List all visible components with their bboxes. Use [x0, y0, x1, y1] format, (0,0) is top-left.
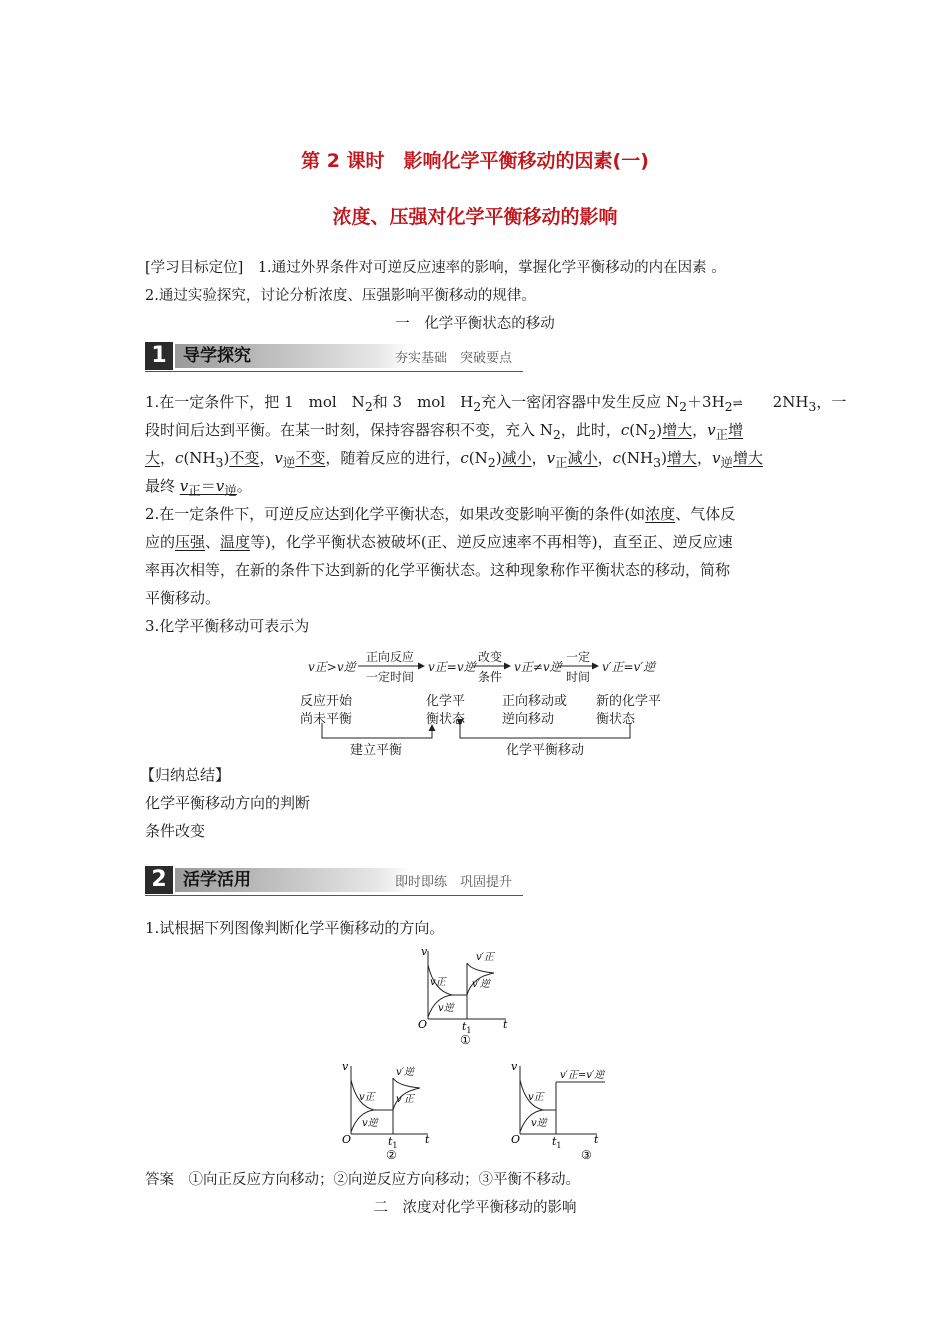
axis-t-label: t — [425, 1133, 430, 1146]
label-v-forward: v正 — [528, 1092, 544, 1103]
origin-label: O — [418, 1018, 428, 1031]
banner-title: 活学活用 — [183, 870, 251, 890]
section-heading-2: 二 浓度对化学平衡移动的影响 — [373, 1200, 577, 1216]
flow-state-3: v正≠v逆 — [514, 660, 562, 674]
page-subtitle: 浓度、压强对化学平衡移动的影响 — [332, 206, 618, 228]
label-v-reverse: v逆 — [362, 1118, 378, 1129]
axis-v-label: v — [342, 1060, 349, 1073]
summary-line-1: 化学平衡移动方向的判断 — [145, 794, 311, 812]
answer-blank: 不变 — [295, 449, 326, 467]
flow-bracket-label-2: 化学平衡移动 — [506, 743, 585, 758]
flow-state-4: v′正=v′逆 — [602, 660, 656, 674]
axis-v-label: v — [421, 945, 428, 958]
banner-number: 2 — [145, 866, 173, 894]
flow-label-1a: 反应开始 — [300, 694, 353, 709]
flow-label-2a: 化学平 — [426, 694, 466, 709]
label-v-prime-reverse: v′逆 — [472, 979, 490, 990]
label-v-prime-forward: v′正 — [476, 952, 494, 963]
origin-label: O — [511, 1133, 521, 1146]
objectives-line-1: [学习目标定位] 1.通过外界条件对可逆反应速率的影响，掌握化学平衡移动的内在因素 。 — [145, 260, 726, 276]
label-v-prime-reverse: v′逆 — [396, 1067, 414, 1078]
banner-subtitle: 夯实基础 突破要点 — [395, 351, 513, 366]
flow-arrow-3-top: 一定 — [566, 650, 591, 664]
flow-arrow-2-bottom: 条件 — [478, 670, 503, 684]
flow-label-4a: 新的化学平 — [596, 694, 662, 709]
answer-blank: 减小 — [567, 449, 598, 467]
answer-blank: 减小 — [501, 449, 532, 467]
t1-label: $t_1$ — [552, 1135, 562, 1150]
t1-label: $t_1$ — [462, 1020, 472, 1035]
p1-line-3: 大，$c(NH_3)$不变，$v_逆$不变，随着反应的进行，$c(N_2)$减小，$v_正$减小，$c(NH_3)$增大，$v_逆$增大 — [145, 449, 763, 470]
flow-bracket-label-1: 建立平衡 — [350, 743, 403, 758]
answer-blank: 不变 — [229, 449, 260, 467]
origin-label: O — [342, 1133, 352, 1146]
answer-blank: 增 — [728, 421, 744, 439]
v-prime-reverse — [393, 1078, 420, 1088]
flow-label-1b: 尚未平衡 — [300, 712, 353, 727]
section-heading-1: 一 化学平衡状态的移动 — [395, 316, 555, 332]
p2-line-2: 应的压强、温度等)，化学平衡状态被破坏(正、逆反应速率不再相等)，直至正、逆反应速 — [145, 533, 733, 551]
label-v-forward: v正 — [359, 1092, 375, 1103]
label-v-forward: v正 — [430, 977, 446, 988]
rate-graph-1 — [410, 943, 520, 1048]
answer-blank: $v_正=v_逆$ — [179, 477, 237, 498]
banner-subtitle: 即时即练 巩固提升 — [395, 875, 513, 890]
graph-3-label: ③ — [581, 1148, 592, 1162]
p1-line-2: 段时间后达到平衡。在某一时刻，保持容器容积不变，充入 $N_2$，此时，$c(N_2)$增大，$v_正$增 — [145, 421, 744, 442]
banner-practice — [145, 866, 523, 896]
answer-blank: 增大 — [666, 449, 697, 467]
banner-guided-study — [145, 342, 523, 372]
flow-label-2b: 衡状态 — [426, 712, 466, 727]
label-v-prime-forward: v′正 — [396, 1094, 414, 1105]
axis-t-label: t — [503, 1018, 508, 1031]
rate-graph-2 — [336, 1058, 446, 1163]
flow-label-3a: 正向移动或 — [502, 694, 568, 709]
objectives-line-2: 2.通过实验探究，讨论分析浓度、压强影响平衡移动的规律。 — [145, 288, 536, 304]
graph-2-label: ② — [386, 1148, 397, 1162]
banner-underline — [145, 895, 523, 896]
label-v-reverse: v逆 — [531, 1118, 547, 1129]
reversible-arrow: ⇌ — [732, 396, 743, 410]
rate-graph-3 — [505, 1058, 625, 1163]
banner-underline — [145, 371, 523, 372]
label-v-reverse: v逆 — [438, 1003, 454, 1014]
p2-line-4: 平衡移动。 — [145, 589, 221, 607]
flow-state-2: v正=v逆 — [428, 660, 476, 674]
flow-arrow-2-top: 改变 — [478, 650, 503, 664]
summary-line-2: 条件改变 — [145, 822, 206, 840]
banner-title: 导学探究 — [183, 346, 251, 366]
axis-v-label: v — [511, 1060, 518, 1073]
p2-line-1: 2.在一定条件下，可逆反应达到化学平衡状态，如果改变影响平衡的条件(如浓度、气体反 — [145, 505, 736, 523]
flow-label-4b: 衡状态 — [596, 712, 636, 727]
p1-line-4: 最终 $v_正=v_逆$。 — [145, 477, 252, 498]
answer-blank: 增大 — [662, 421, 693, 439]
t1-label: $t_1$ — [388, 1135, 398, 1150]
flow-label-3b: 逆向移动 — [502, 712, 555, 727]
flow-arrow-1-top: 正向反应 — [366, 650, 415, 664]
p3: 3.化学平衡移动可表示为 — [145, 617, 310, 635]
label-v-prime-equal: v′正=v′逆 — [560, 1070, 605, 1081]
summary-heading: 【归纳总结】 — [140, 766, 231, 784]
v-prime-forward — [467, 963, 494, 973]
p2-line-3: 率再次相等，在新的条件下达到新的化学平衡状态。这种现象称作平衡状态的移动，简称 — [145, 561, 731, 579]
answer-blank: 增大 — [732, 449, 763, 467]
answer: 答案 ①向正反应方向移动；②向逆反应方向移动；③平衡不移动。 — [145, 1172, 580, 1188]
graph-1-label: ① — [460, 1033, 471, 1047]
question-1: 1.试根据下列图像判断化学平衡移动的方向。 — [145, 919, 445, 937]
p1-line-1: 1.在一定条件下，把 1 mol $N_2$和 3 mol $H_2$充入一密闭容器中发生反应 $N_2+3H_2\rightleftharpoons$ $2NH_3$，一 — [145, 393, 847, 414]
flow-state-1: v正>v逆 — [308, 660, 356, 674]
banner-number: 1 — [145, 342, 173, 370]
equilibrium-shift-diagram — [300, 645, 660, 760]
axis-t-label: t — [594, 1133, 599, 1146]
flow-arrow-3-bottom: 时间 — [566, 670, 591, 684]
page-title: 第 2 课时 影响化学平衡移动的因素(一) — [301, 150, 649, 172]
flow-arrow-1-bottom: 一定时间 — [366, 670, 415, 684]
